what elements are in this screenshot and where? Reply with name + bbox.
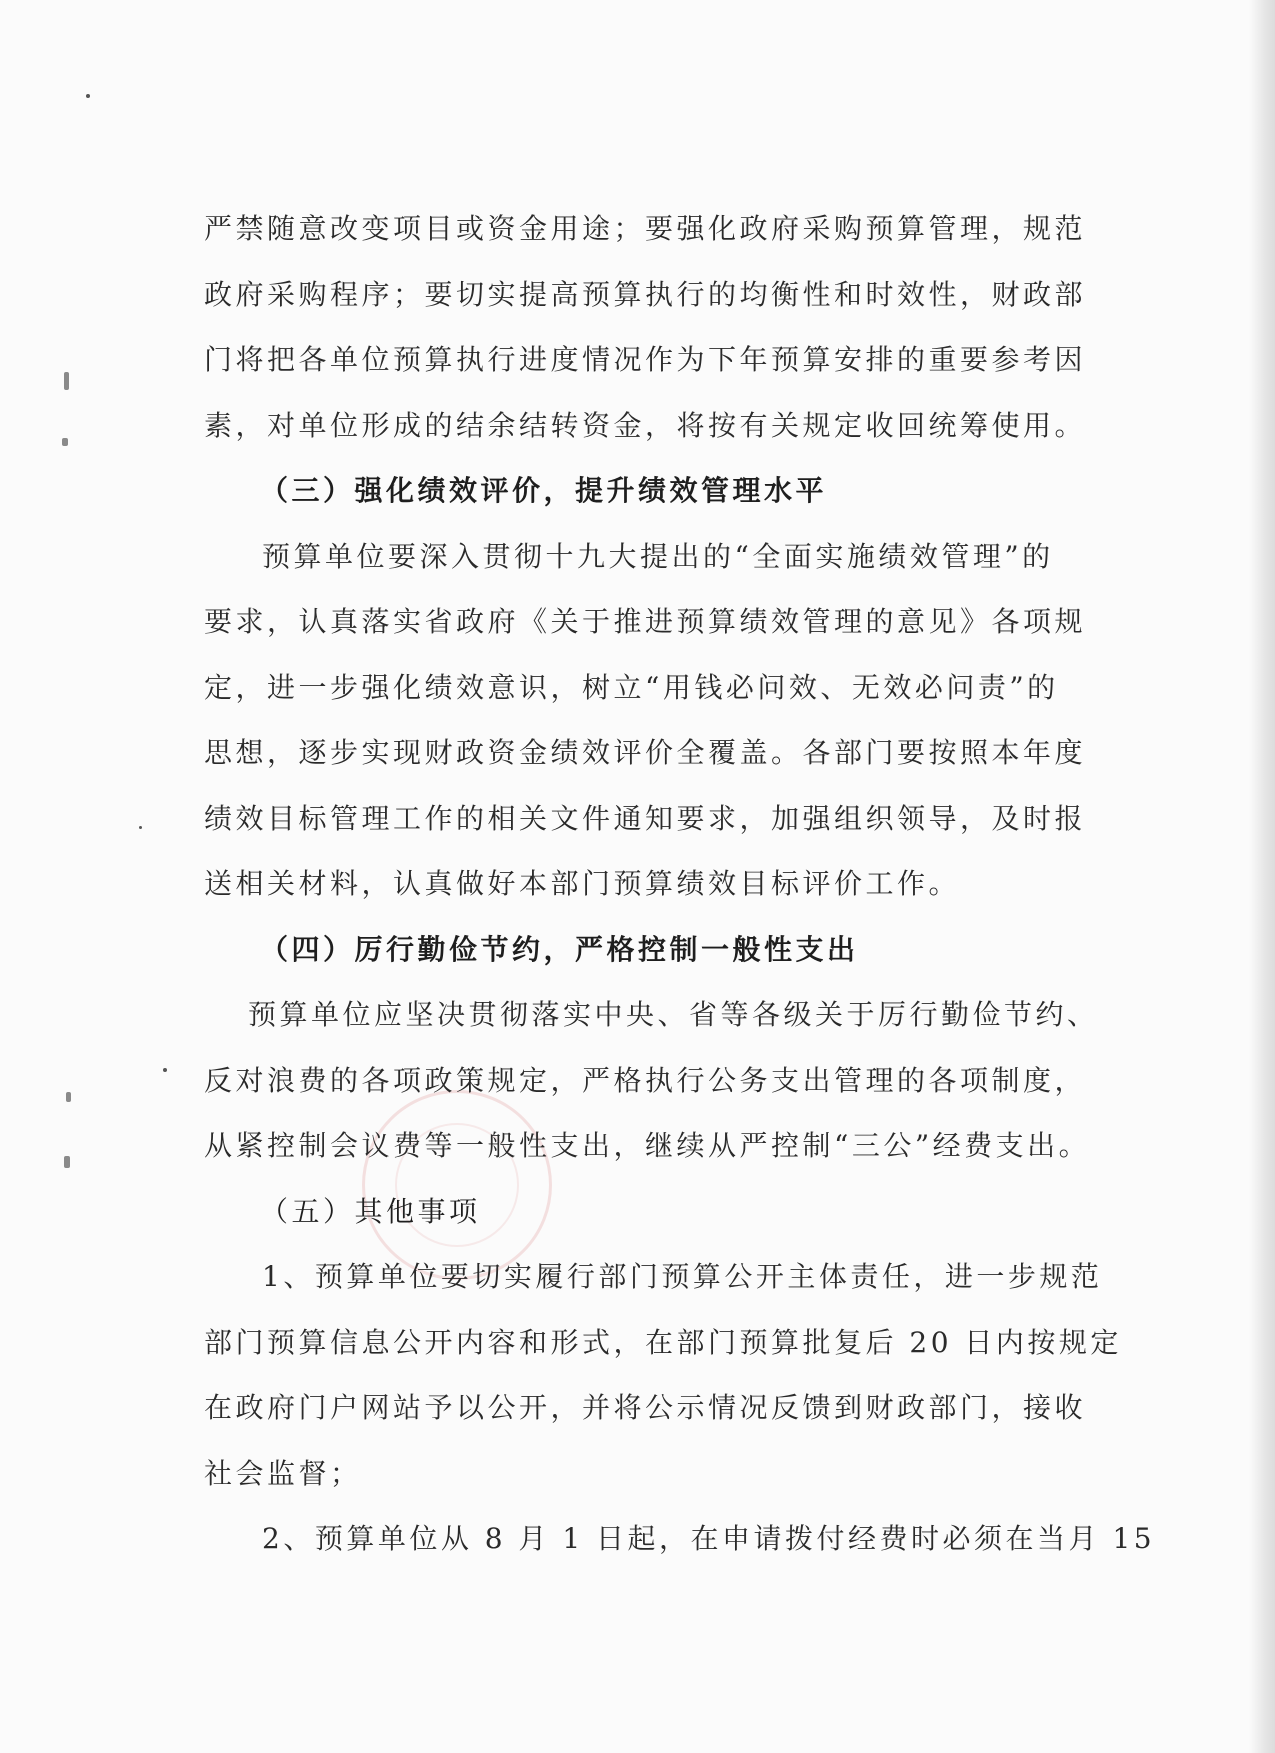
paragraph-line: 2、预算单位从 8 月 1 日起，在申请拨付经费时必须在当月 15 <box>262 1522 1156 1555</box>
scan-speck <box>86 94 90 98</box>
scan-edge-shadow <box>1249 0 1275 1753</box>
paragraph-line: 预算单位要深入贯彻十九大提出的“全面实施绩效管理”的 <box>262 539 1054 573</box>
punch-hole-mark <box>66 1092 71 1102</box>
paragraph-line: 部门预算信息公开内容和形式，在部门预算批复后 20 日内按规定 <box>204 1325 1122 1359</box>
paragraph-line: 政府采购程序；要切实提高预算执行的均衡性和时效性，财政部 <box>204 277 1087 311</box>
punch-hole-mark <box>64 1156 70 1168</box>
paragraph-line: 素，对单位形成的结余结转资金，将按有关规定收回统筹使用。 <box>204 408 1087 442</box>
paragraph-line: 严禁随意改变项目或资金用途；要强化政府采购预算管理，规范 <box>204 212 1087 245</box>
punch-hole-mark <box>64 372 69 390</box>
paragraph-line: 从紧控制会议费等一般性支出，继续从严控制“三公”经费支出。 <box>204 1129 1091 1162</box>
paragraph-line: 门将把各单位预算执行进度情况作为下年预算安排的重要参考因 <box>204 343 1087 376</box>
paragraph-line: 1、预算单位要切实履行部门预算公开主体责任，进一步规范 <box>262 1260 1103 1293</box>
paragraph-line: 反对浪费的各项政策规定，严格执行公务支出管理的各项制度， <box>204 1063 1087 1097</box>
paragraph-line: 要求，认真落实省政府《关于推进预算绩效管理的意见》各项规 <box>204 605 1087 638</box>
paragraph-line: 在政府门户网站予以公开，并将公示情况反馈到财政部门，接收 <box>204 1391 1087 1424</box>
paragraph-line: 绩效目标管理工作的相关文件通知要求，加强组织领导，及时报 <box>204 801 1087 835</box>
scan-speck <box>163 1068 167 1072</box>
paragraph-line: 社会监督； <box>204 1456 362 1490</box>
body-text <box>204 196 1156 1572</box>
scan-speck <box>139 826 142 829</box>
section-heading-4: （四）厉行勤俭节约，严格控制一般性支出 <box>260 932 859 966</box>
section-heading-3: （三）强化绩效评价，提升绩效管理水平 <box>260 474 828 507</box>
paragraph-line: 预算单位应坚决贯彻落实中央、省等各级关于厉行勤俭节约、 <box>248 998 1099 1031</box>
section-heading-5: （五）其他事项 <box>260 1194 481 1228</box>
paragraph-line: 定，进一步强化绩效意识，树立“用钱必问效、无效必问责”的 <box>204 670 1059 704</box>
punch-hole-mark <box>62 438 68 446</box>
paragraph-line: 思想，逐步实现财政资金绩效评价全覆盖。各部门要按照本年度 <box>204 736 1087 769</box>
paragraph-line: 送相关材料，认真做好本部门预算绩效目标评价工作。 <box>204 867 961 900</box>
